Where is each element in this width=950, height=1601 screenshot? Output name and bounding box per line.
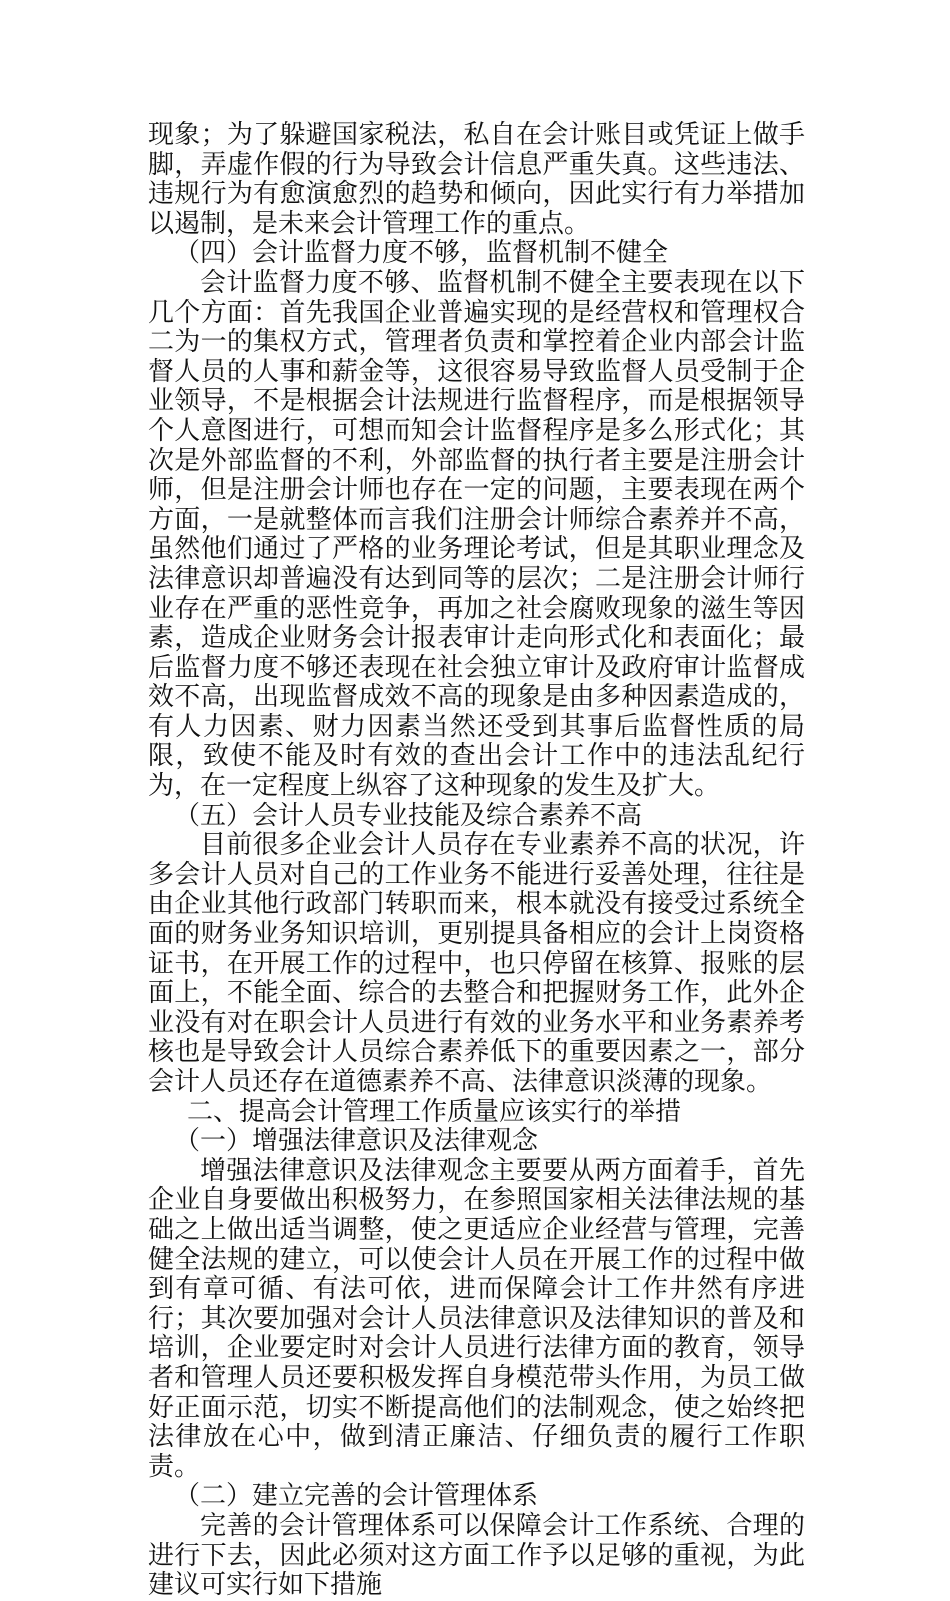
section-heading-4: （四）会计监督力度不够，监督机制不健全 [174, 238, 669, 269]
chapter-heading-2: 二、提高会计管理工作质量应该实行的举措 [187, 1096, 682, 1127]
section-heading-1: （一）增强法律意识及法律观念 [174, 1126, 539, 1157]
section-heading-5: （五）会计人员专业技能及综合素养不高 [174, 800, 643, 831]
paragraph-continued: 现象；为了躲避国家税法，私自在会计账目或凭证上做手脚，弄虚作假的行为导致会计信息严重失真。这些违法、违规行为有愈演愈烈的趋势和倾向，因此实行有力举措加以遏制，是未来会计管理工作的重点。 [148, 120, 805, 239]
paragraph-system: 完善的会计管理体系可以保障会计工作系统、合理的进行下去，因此必须对这方面工作予以足够的重视，为此建议可实行如下措施 [148, 1510, 805, 1601]
paragraph-law: 增强法律意识及法律观念主要要从两方面着手，首先企业自身要做出积极努力，在参照国家相关法律法规的基础之上做出适当调整，使之更适应企业经营与管理，完善健全法规的建立，可以使会计人员在开展工作的过程中做到有章可循、有法可依，进而保障会计工作井然有序进行；其次要加强对会计人员法律意识及法律知识的普及和培训，企业要定时对会计人员进行法律方面的教育，领导者和管理人员还要积极发挥自身模范带头作用，为员工做好正面示范，切实不断提高他们的法制观念，使之始终把法律放在心中，做到清正廉洁、仔细负责的履行工作职责。 [148, 1155, 805, 1482]
document-page [148, 121, 805, 1601]
section-heading-2: （二）建立完善的会计管理体系 [174, 1481, 539, 1512]
paragraph-skills: 目前很多企业会计人员存在专业素养不高的状况，许多会计人员对自己的工作业务不能进行妥善处理，往往是由企业其他行政部门转职而来，根本就没有接受过系统全面的财务业务知识培训，更别提具备相应的会计上岗资格证书，在开展工作的过程中，也只停留在核算、报账的层面上，不能全面、综合的去整合和把握财务工作，此外企业没有对在职会计人员进行有效的业务水平和业务素养考核也是导致会计人员综合素养低下的重要因素之一，部分会计人员还存在道德素养不高、法律意识淡薄的现象。 [148, 830, 805, 1097]
paragraph-supervision: 会计监督力度不够、监督机制不健全主要表现在以下几个方面：首先我国企业普遍实现的是经营权和管理权合二为一的集权方式，管理者负责和掌控着企业内部会计监督人员的人事和薪金等，这很容易导致监督人员受制于企业领导，不是根据会计法规进行监督程序，而是根据领导个人意图进行，可想而知会计监督程序是多么形式化；其次是外部监督的不利，外部监督的执行者主要是注册会计师，但是注册会计师也存在一定的问题，主要表现在两个方面，一是就整体而言我们注册会计师综合素养并不高，虽然他们通过了严格的业务理论考试，但是其职业理念及法律意识却普遍没有达到同等的层次；二是注册会计师行业存在严重的恶性竞争，再加之社会腐败现象的滋生等因素，造成企业财务会计报表审计走向形式化和表面化；最后监督力度不够还表现在社会独立审计及政府审计监督成效不高，出现监督成效不高的现象是由多种因素造成的，有人力因素、财力因素当然还受到其事后监督性质的局限，致使不能及时有效的查出会计工作中的违法乱纪行为，在一定程度上纵容了这种现象的发生及扩大。 [148, 267, 805, 802]
